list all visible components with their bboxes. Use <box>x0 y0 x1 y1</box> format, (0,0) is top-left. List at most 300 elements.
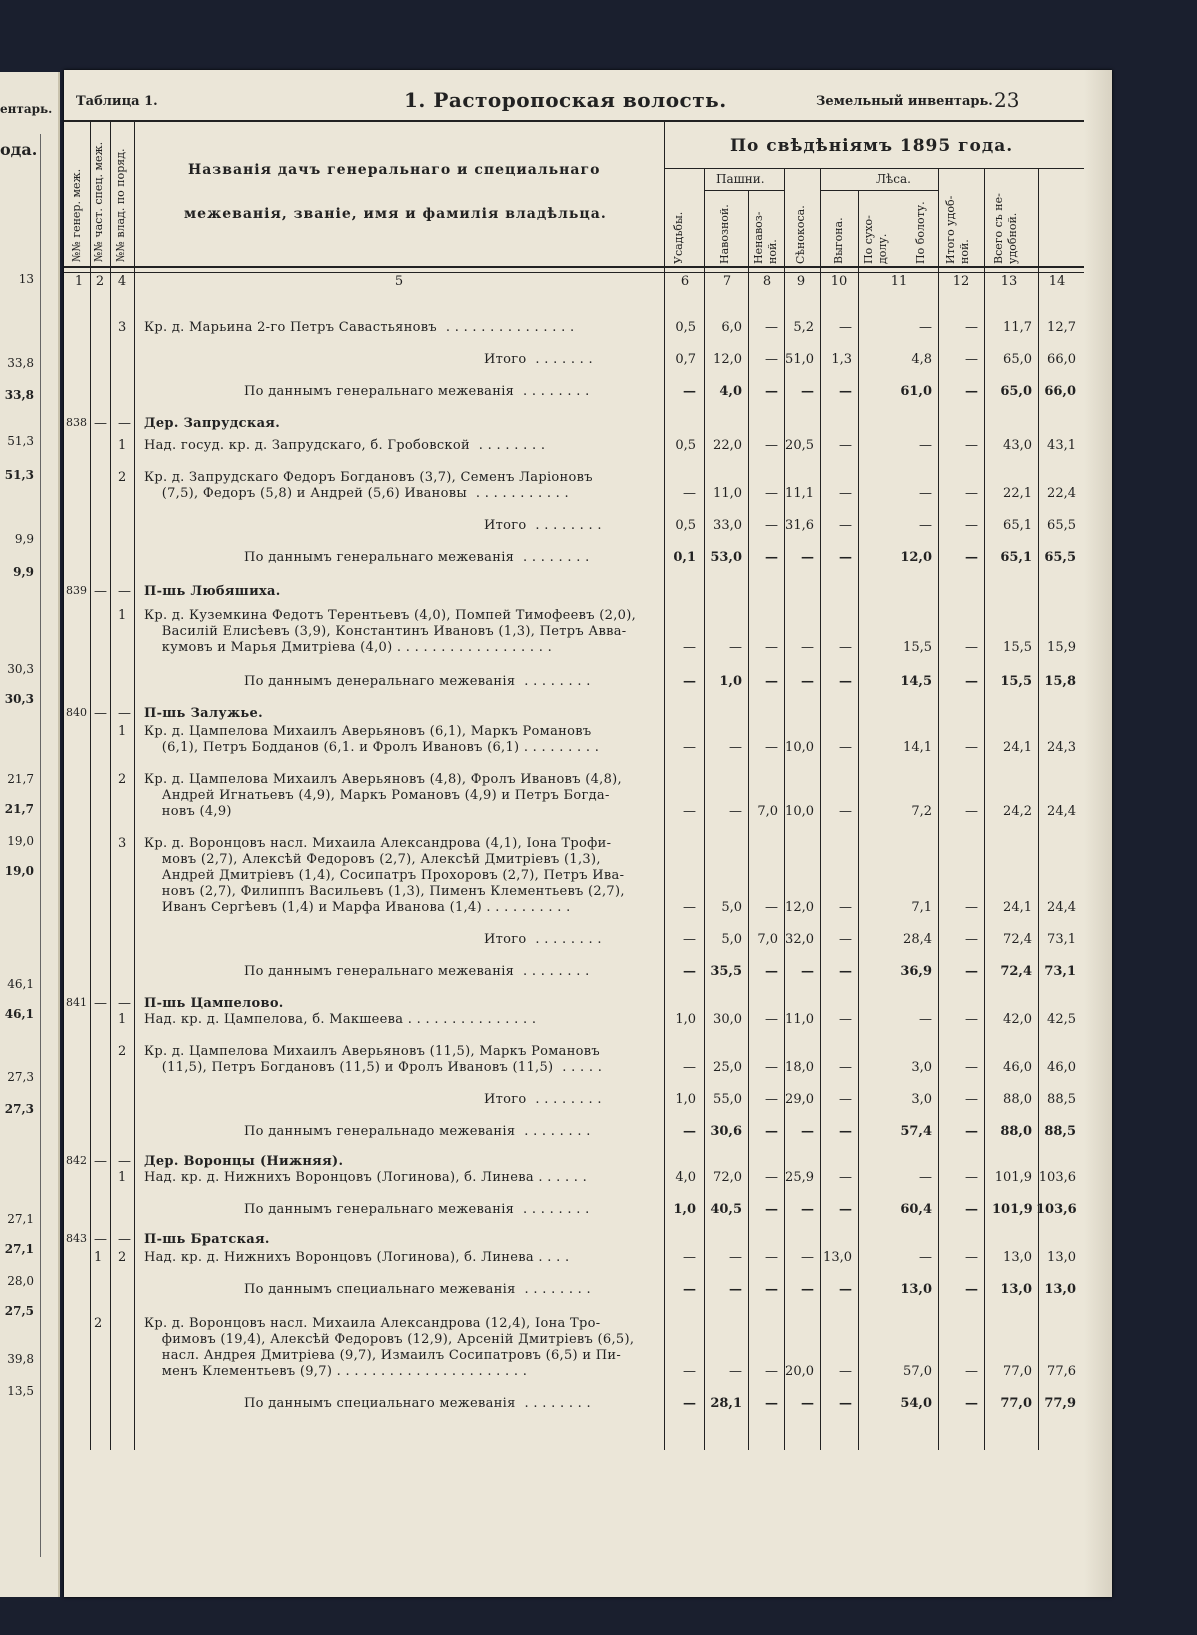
cell-value: 43,0 <box>1003 438 1032 453</box>
spec-survey-number: — <box>94 996 107 1011</box>
cell-value: 15,9 <box>1047 640 1076 655</box>
section-title: Дер. Воронцы (Нижняя). <box>144 1154 344 1169</box>
colnum-rule <box>64 272 1084 273</box>
cell-value: — <box>765 352 778 367</box>
cell-value: 88,5 <box>1044 1124 1076 1139</box>
cell-value: — <box>965 1364 978 1379</box>
cell-value: — <box>801 1282 814 1297</box>
spec-survey-number: 2 <box>94 1316 103 1331</box>
name-header-line1: Названія дачъ генеральнаго и специальнаго <box>188 162 601 178</box>
row-label: Кр. д. Цампелова Михаилъ Аверьяновъ (6,1), Маркъ Романовъ (6,1), Петръ Бодданов (6,1. и Фролъ Ивановъ (6,1) . . . . . . . . . <box>144 724 600 755</box>
gen-survey-number: 840 <box>66 706 87 719</box>
col-header-3: №№ влад. по поряд. <box>114 148 127 262</box>
col-header-7: Навозной. <box>718 204 731 264</box>
left-page-value: 46,1 <box>7 977 34 991</box>
cell-value: 65,0 <box>1000 384 1032 399</box>
cell-value: — <box>839 1202 852 1217</box>
cell-value: — <box>965 740 978 755</box>
left-page-value: 21,7 <box>7 772 34 786</box>
gen-survey-number: 838 <box>66 416 87 429</box>
col-number: 6 <box>680 274 690 289</box>
left-page-colnum: 13 <box>18 272 34 286</box>
cell-value: 77,0 <box>1003 1364 1032 1379</box>
cell-value: 88,0 <box>1000 1124 1032 1139</box>
left-page-value: 46,1 <box>4 1007 34 1021</box>
cell-value: — <box>965 900 978 915</box>
cell-value: 12,0 <box>713 352 742 367</box>
cell-value: 10,0 <box>785 804 814 819</box>
cell-value: 30,6 <box>710 1124 742 1139</box>
cell-value: — <box>839 932 852 947</box>
left-page-value: 19,0 <box>7 834 34 848</box>
cell-value: — <box>965 438 978 453</box>
spec-survey-number: — <box>94 1232 107 1247</box>
owner-number: 3 <box>118 320 127 335</box>
cell-value: — <box>919 320 932 335</box>
cell-value: 3,0 <box>911 1092 932 1107</box>
cell-value: — <box>801 384 814 399</box>
row-label: По даннымъ генеральнаго межеванія . . . . . . . . <box>244 964 590 979</box>
cell-value: 14,1 <box>903 740 932 755</box>
spec-survey-number: — <box>94 1154 107 1169</box>
cell-value: — <box>729 1250 742 1265</box>
gen-survey-number: 839 <box>66 584 87 597</box>
cell-value: 1,0 <box>675 1092 696 1107</box>
owner-number: — <box>118 706 131 721</box>
left-page-value: 30,3 <box>7 662 34 676</box>
cell-value: — <box>965 1124 978 1139</box>
cell-value: — <box>683 640 696 655</box>
cell-value: 7,1 <box>911 900 932 915</box>
owner-number: 2 <box>118 772 127 787</box>
left-page-rule <box>40 134 41 1557</box>
cell-value: — <box>839 1170 852 1185</box>
cell-value: 66,0 <box>1047 352 1076 367</box>
cell-value: — <box>965 932 978 947</box>
cell-value: 42,0 <box>1003 1012 1032 1027</box>
row-label: По даннымъ специальнаго межеванія . . . . . . . . <box>244 1396 591 1411</box>
owner-number: 1 <box>118 1012 127 1027</box>
owner-number: — <box>118 416 131 431</box>
owner-number: 1 <box>118 438 127 453</box>
header-top-rule <box>64 120 1084 122</box>
cell-value: 30,0 <box>713 1012 742 1027</box>
left-page-value: 33,8 <box>7 356 34 370</box>
row-label: Кр. д. Марьина 2-го Петръ Савастьяновъ . . . . . . . . . . . . . . . <box>144 320 575 335</box>
cell-value: 1,0 <box>719 674 742 689</box>
cell-value: 11,7 <box>1003 320 1032 335</box>
cell-value: — <box>839 1060 852 1075</box>
cell-value: — <box>839 1124 852 1139</box>
cell-value: 103,6 <box>1038 1170 1076 1185</box>
section-title: П-шь Братская. <box>144 1232 270 1247</box>
cell-value: — <box>765 1170 778 1185</box>
col-number: 14 <box>1048 274 1066 289</box>
cell-value: — <box>965 1250 978 1265</box>
cell-value: — <box>965 804 978 819</box>
cell-value: 4,8 <box>911 352 932 367</box>
cell-value: — <box>801 1124 814 1139</box>
cell-value: 54,0 <box>900 1396 932 1411</box>
cell-value: 24,1 <box>1003 740 1032 755</box>
cell-value: — <box>839 550 852 565</box>
cell-value: — <box>765 1092 778 1107</box>
cell-value: — <box>839 1092 852 1107</box>
cell-value: — <box>683 964 696 979</box>
cell-value: 20,0 <box>785 1364 814 1379</box>
col-header-6: Усадьбы. <box>672 211 685 264</box>
owner-number: 3 <box>118 836 127 851</box>
row-label: По даннымъ генеральнаго межеванія . . . . . . . . <box>244 1202 590 1217</box>
cell-value: — <box>839 964 852 979</box>
cell-value: — <box>965 964 978 979</box>
cell-value: 22,1 <box>1003 486 1032 501</box>
col-header-2: №№ част. спец. меж. <box>92 141 105 262</box>
cell-value: — <box>839 900 852 915</box>
cell-value: — <box>729 1282 742 1297</box>
cell-value: — <box>965 518 978 533</box>
cell-value: — <box>801 640 814 655</box>
cell-value: 60,4 <box>900 1202 932 1217</box>
cell-value: 13,0 <box>1003 1250 1032 1265</box>
owner-number: 1 <box>118 724 127 739</box>
left-page-value: 13,5 <box>7 1384 34 1398</box>
col-rule <box>110 120 111 1450</box>
cell-value: 15,8 <box>1044 674 1076 689</box>
left-page-fragment <box>0 72 60 1597</box>
spec-survey-number: — <box>94 416 107 431</box>
cell-value: — <box>965 1012 978 1027</box>
cell-value: 65,0 <box>1003 352 1032 367</box>
lesa-rule <box>820 190 938 191</box>
cell-value: 103,6 <box>1036 1202 1077 1217</box>
cell-value: — <box>965 640 978 655</box>
cell-value: 72,4 <box>1003 932 1032 947</box>
cell-value: — <box>839 438 852 453</box>
cell-value: 51,0 <box>785 352 814 367</box>
cell-value: — <box>765 1364 778 1379</box>
group-rule <box>664 168 1084 169</box>
row-label: По даннымъ генеральнаго межеванія . . . . . . . . <box>244 550 590 565</box>
col-number: 1 <box>74 274 84 289</box>
cell-value: — <box>683 1250 696 1265</box>
left-page-value: 51,3 <box>4 468 34 482</box>
pashni-header: Пашни. <box>716 172 765 186</box>
cell-value: 11,1 <box>785 486 814 501</box>
owner-number: 1 <box>118 608 127 623</box>
cell-value: 73,1 <box>1047 932 1076 947</box>
left-page-value: 19,0 <box>4 864 34 878</box>
cell-value: 65,5 <box>1047 518 1076 533</box>
cell-value: — <box>765 384 778 399</box>
col-rule <box>134 120 135 1450</box>
row-label: Итого . . . . . . . <box>484 352 593 367</box>
spec-survey-number: — <box>94 706 107 721</box>
cell-value: — <box>839 740 852 755</box>
cell-value: — <box>919 1170 932 1185</box>
lesa-header: Лѣса. <box>876 172 911 186</box>
cell-value: — <box>839 1012 852 1027</box>
cell-value: — <box>965 1092 978 1107</box>
row-label: Итого . . . . . . . . <box>484 932 602 947</box>
page-title: 1. Расторопоская волость. <box>404 88 727 112</box>
cell-value: — <box>683 1396 696 1411</box>
col-rule <box>858 190 859 1450</box>
cell-value: 13,0 <box>1044 1282 1076 1297</box>
left-page-value: 28,0 <box>7 1274 34 1288</box>
cell-value: 42,5 <box>1047 1012 1076 1027</box>
cell-value: 61,0 <box>900 384 932 399</box>
cell-value: 12,0 <box>785 900 814 915</box>
page-edge-shadow <box>1084 70 1112 1597</box>
cell-value: — <box>801 1250 814 1265</box>
cell-value: 72,4 <box>1000 964 1032 979</box>
cell-value: 0,1 <box>673 550 696 565</box>
col-rule <box>984 168 985 1450</box>
cell-value: — <box>839 674 852 689</box>
cell-value: — <box>765 486 778 501</box>
section-title: П-шь Цампелово. <box>144 996 284 1011</box>
col-number: 13 <box>1000 274 1018 289</box>
cell-value: — <box>919 438 932 453</box>
cell-value: — <box>965 486 978 501</box>
cell-value: — <box>839 320 852 335</box>
row-label: Кр. д. Куземкина Федотъ Терентьевъ (4,0), Помпей Тимофеевъ (2,0), Василій Елисѣевъ (3,9), Константинъ Ивановъ (1,3), Петръ Авва- кумовъ и Марья Дмитріева (4,0) . . . . . . . . . . . . . . . . . . <box>144 608 637 655</box>
row-label: Кр. д. Запрудскаго Федоръ Богдановъ (3,7), Семенъ Ларіоновъ (7,5), Федоръ (5,8) и Андрей (5,6) Ивановы . . . . . . . . . . . <box>144 470 593 501</box>
col-number: 7 <box>722 274 732 289</box>
section-title: П-шь Залужье. <box>144 706 263 721</box>
cell-value: 28,4 <box>903 932 932 947</box>
cell-value: — <box>801 674 814 689</box>
cell-value: 73,1 <box>1044 964 1076 979</box>
cell-value: 77,9 <box>1044 1396 1076 1411</box>
col-header-14: Всего съ не-удобной. <box>992 193 1019 264</box>
cell-value: — <box>765 1282 778 1297</box>
cell-value: 46,0 <box>1003 1060 1032 1075</box>
cell-value: — <box>683 1364 696 1379</box>
cell-value: — <box>919 486 932 501</box>
cell-value: 18,0 <box>785 1060 814 1075</box>
cell-value: 24,3 <box>1047 740 1076 755</box>
cell-value: 33,0 <box>713 518 742 533</box>
cell-value: — <box>729 640 742 655</box>
cell-value: — <box>919 518 932 533</box>
cell-value: — <box>765 1124 778 1139</box>
cell-value: 77,0 <box>1000 1396 1032 1411</box>
cell-value: 25,9 <box>785 1170 814 1185</box>
cell-value: 77,6 <box>1047 1364 1076 1379</box>
cell-value: — <box>765 900 778 915</box>
col-number: 5 <box>394 274 404 289</box>
section-label: Земельный инвентарь. <box>816 94 993 109</box>
cell-value: — <box>683 932 696 947</box>
left-page-value: 39,8 <box>7 1352 34 1366</box>
cell-value: — <box>729 804 742 819</box>
cell-value: 4,0 <box>675 1170 696 1185</box>
cell-value: 55,0 <box>713 1092 742 1107</box>
cell-value: 3,0 <box>911 1060 932 1075</box>
cell-value: — <box>683 900 696 915</box>
cell-value: 14,5 <box>900 674 932 689</box>
cell-value: 65,1 <box>1000 550 1032 565</box>
cell-value: — <box>839 384 852 399</box>
cell-value: — <box>801 1396 814 1411</box>
cell-value: 12,7 <box>1047 320 1076 335</box>
left-page-header: ентарь. <box>0 102 53 116</box>
owner-number: — <box>118 584 131 599</box>
cell-value: 15,5 <box>1000 674 1032 689</box>
col-header-13: Итого удоб-ной. <box>944 195 971 264</box>
cell-value: — <box>965 320 978 335</box>
owner-number: — <box>118 1232 131 1247</box>
cell-value: 10,0 <box>785 740 814 755</box>
pashni-rule <box>704 190 784 191</box>
owner-number: 2 <box>118 470 127 485</box>
cell-value: — <box>965 1202 978 1217</box>
row-label: Над. кр. д. Нижнихъ Воронцовъ (Логинова), б. Линева . . . . <box>144 1250 570 1265</box>
owner-number: 2 <box>118 1250 127 1265</box>
col-number: 8 <box>762 274 772 289</box>
row-label: Кр. д. Цампелова Михаилъ Аверьяновъ (4,8), Фролъ Ивановъ (4,8), Андрей Игнатьевъ (4,9), Маркъ Романовъ (4,9) и Петръ Богда- новъ (4,9) <box>144 772 622 819</box>
cell-value: — <box>765 740 778 755</box>
cell-value: — <box>839 1364 852 1379</box>
cell-value: 32,0 <box>785 932 814 947</box>
cell-value: — <box>965 1170 978 1185</box>
cell-value: — <box>801 964 814 979</box>
header-bottom-rule <box>64 266 1084 268</box>
cell-value: — <box>965 674 978 689</box>
cell-value: 1,0 <box>675 1012 696 1027</box>
cell-value: 22,4 <box>1047 486 1076 501</box>
cell-value: 46,0 <box>1047 1060 1076 1075</box>
cell-value: — <box>765 518 778 533</box>
cell-value: — <box>765 674 778 689</box>
cell-value: 72,0 <box>713 1170 742 1185</box>
col-header-8: Ненавоз-ной. <box>752 211 779 264</box>
table-label: Таблица 1. <box>76 94 158 109</box>
spec-survey-number: — <box>94 584 107 599</box>
group-header: По свѣдѣніямъ 1895 года. <box>730 136 1014 156</box>
cell-value: — <box>683 740 696 755</box>
left-page-value: 9,9 <box>14 532 34 546</box>
cell-value: — <box>965 1060 978 1075</box>
gen-survey-number: 843 <box>66 1232 87 1245</box>
cell-value: 65,1 <box>1003 518 1032 533</box>
cell-value: 24,4 <box>1047 900 1076 915</box>
left-page-value: 33,8 <box>4 388 34 402</box>
cell-value: 88,0 <box>1003 1092 1032 1107</box>
left-page-value: 27,1 <box>4 1242 34 1256</box>
cell-value: — <box>919 1012 932 1027</box>
cell-value: 0,7 <box>675 352 696 367</box>
left-page-value: 21,7 <box>4 802 34 816</box>
cell-value: 28,1 <box>710 1396 742 1411</box>
row-label: Кр. д. Цампелова Михаилъ Аверьяновъ (11,5), Маркъ Романовъ (11,5), Петръ Богдановъ (11,5) и Фролъ Ивановъ (11,5) . . . . . <box>144 1044 603 1075</box>
cell-value: 22,0 <box>713 438 742 453</box>
section-title: Дер. Запрудская. <box>144 416 281 431</box>
cell-value: 88,5 <box>1047 1092 1076 1107</box>
cell-value: — <box>965 384 978 399</box>
cell-value: 15,5 <box>903 640 932 655</box>
name-header-line2: межеванія, званіе, имя и фамилія владѣльца. <box>184 206 607 222</box>
cell-value: — <box>683 486 696 501</box>
cell-value: 101,9 <box>994 1170 1032 1185</box>
section-title: П-шь Любяшиха. <box>144 584 281 599</box>
cell-value: — <box>839 1396 852 1411</box>
col-rule <box>90 120 91 1450</box>
left-page-title: ода. <box>0 140 38 159</box>
cell-value: 1,3 <box>831 352 852 367</box>
cell-value: 5,0 <box>721 932 742 947</box>
cell-value: 35,5 <box>710 964 742 979</box>
cell-value: — <box>839 804 852 819</box>
cell-value: 31,6 <box>785 518 814 533</box>
cell-value: 6,0 <box>721 320 742 335</box>
cell-value: — <box>965 1282 978 1297</box>
cell-value: — <box>683 674 696 689</box>
row-label: Итого . . . . . . . . <box>484 518 602 533</box>
cell-value: — <box>765 320 778 335</box>
cell-value: 40,5 <box>710 1202 742 1217</box>
col-number: 10 <box>830 274 848 289</box>
running-header <box>64 88 1112 118</box>
col-header-12: По болоту. <box>914 201 927 264</box>
cell-value: 13,0 <box>1047 1250 1076 1265</box>
cell-value: — <box>839 1282 852 1297</box>
cell-value: — <box>729 740 742 755</box>
cell-value: — <box>839 640 852 655</box>
cell-value: — <box>765 438 778 453</box>
cell-value: 13,0 <box>1000 1282 1032 1297</box>
left-page-value: 27,1 <box>7 1212 34 1226</box>
row-label: Над. кр. д. Цампелова, б. Макшеева . . . . . . . . . . . . . . . <box>144 1012 537 1027</box>
cell-value: 101,9 <box>992 1202 1033 1217</box>
gen-survey-number: 842 <box>66 1154 87 1167</box>
owner-number: 2 <box>118 1044 127 1059</box>
cell-value: 0,5 <box>675 438 696 453</box>
cell-value: 7,0 <box>757 932 778 947</box>
left-page-value: 9,9 <box>13 565 34 579</box>
cell-value: 11,0 <box>785 1012 814 1027</box>
row-label: Кр. д. Воронцовъ насл. Михаила Александрова (4,1), Іона Трофи- мовъ (2,7), Алексѣй Федоровъ (2,7), Алексѣй Дмитріевъ (1,3), Андрей Дмитріевъ (1,4), Сосипатръ Прохоровъ (2,7), Петръ Ива- новъ (2,7), Филиппъ Васильевъ (1,3), Пименъ Клементьевъ (2,7), Иванъ Сергѣевъ (1,4) и Марфа Иванова (1,4) . . . . . . . . . . <box>144 836 625 915</box>
cell-value: 24,4 <box>1047 804 1076 819</box>
row-label: По даннымъ денеральнаго межеванія . . . . . . . . <box>244 674 591 689</box>
cell-value: — <box>765 1060 778 1075</box>
cell-value: 29,0 <box>785 1092 814 1107</box>
cell-value: 5,0 <box>721 900 742 915</box>
cell-value: — <box>919 1250 932 1265</box>
cell-value: 12,0 <box>900 550 932 565</box>
cell-value: — <box>765 1202 778 1217</box>
cell-value: — <box>729 1364 742 1379</box>
cell-value: 0,5 <box>675 320 696 335</box>
row-label: По даннымъ генеральнадо межеванія . . . . . . . . <box>244 1124 591 1139</box>
cell-value: 5,2 <box>793 320 814 335</box>
cell-value: 36,9 <box>900 964 932 979</box>
cell-value: — <box>765 1396 778 1411</box>
cell-value: 4,0 <box>719 384 742 399</box>
row-label: Над. кр. д. Нижнихъ Воронцовъ (Логинова), б. Линева . . . . . . <box>144 1170 588 1185</box>
col-header-10: Выгона. <box>832 217 845 264</box>
cell-value: 11,0 <box>713 486 742 501</box>
cell-value: 0,5 <box>675 518 696 533</box>
cell-value: — <box>683 804 696 819</box>
cell-value: 25,0 <box>713 1060 742 1075</box>
cell-value: — <box>683 1124 696 1139</box>
row-label: Итого . . . . . . . . <box>484 1092 602 1107</box>
cell-value: — <box>765 550 778 565</box>
cell-value: — <box>801 550 814 565</box>
